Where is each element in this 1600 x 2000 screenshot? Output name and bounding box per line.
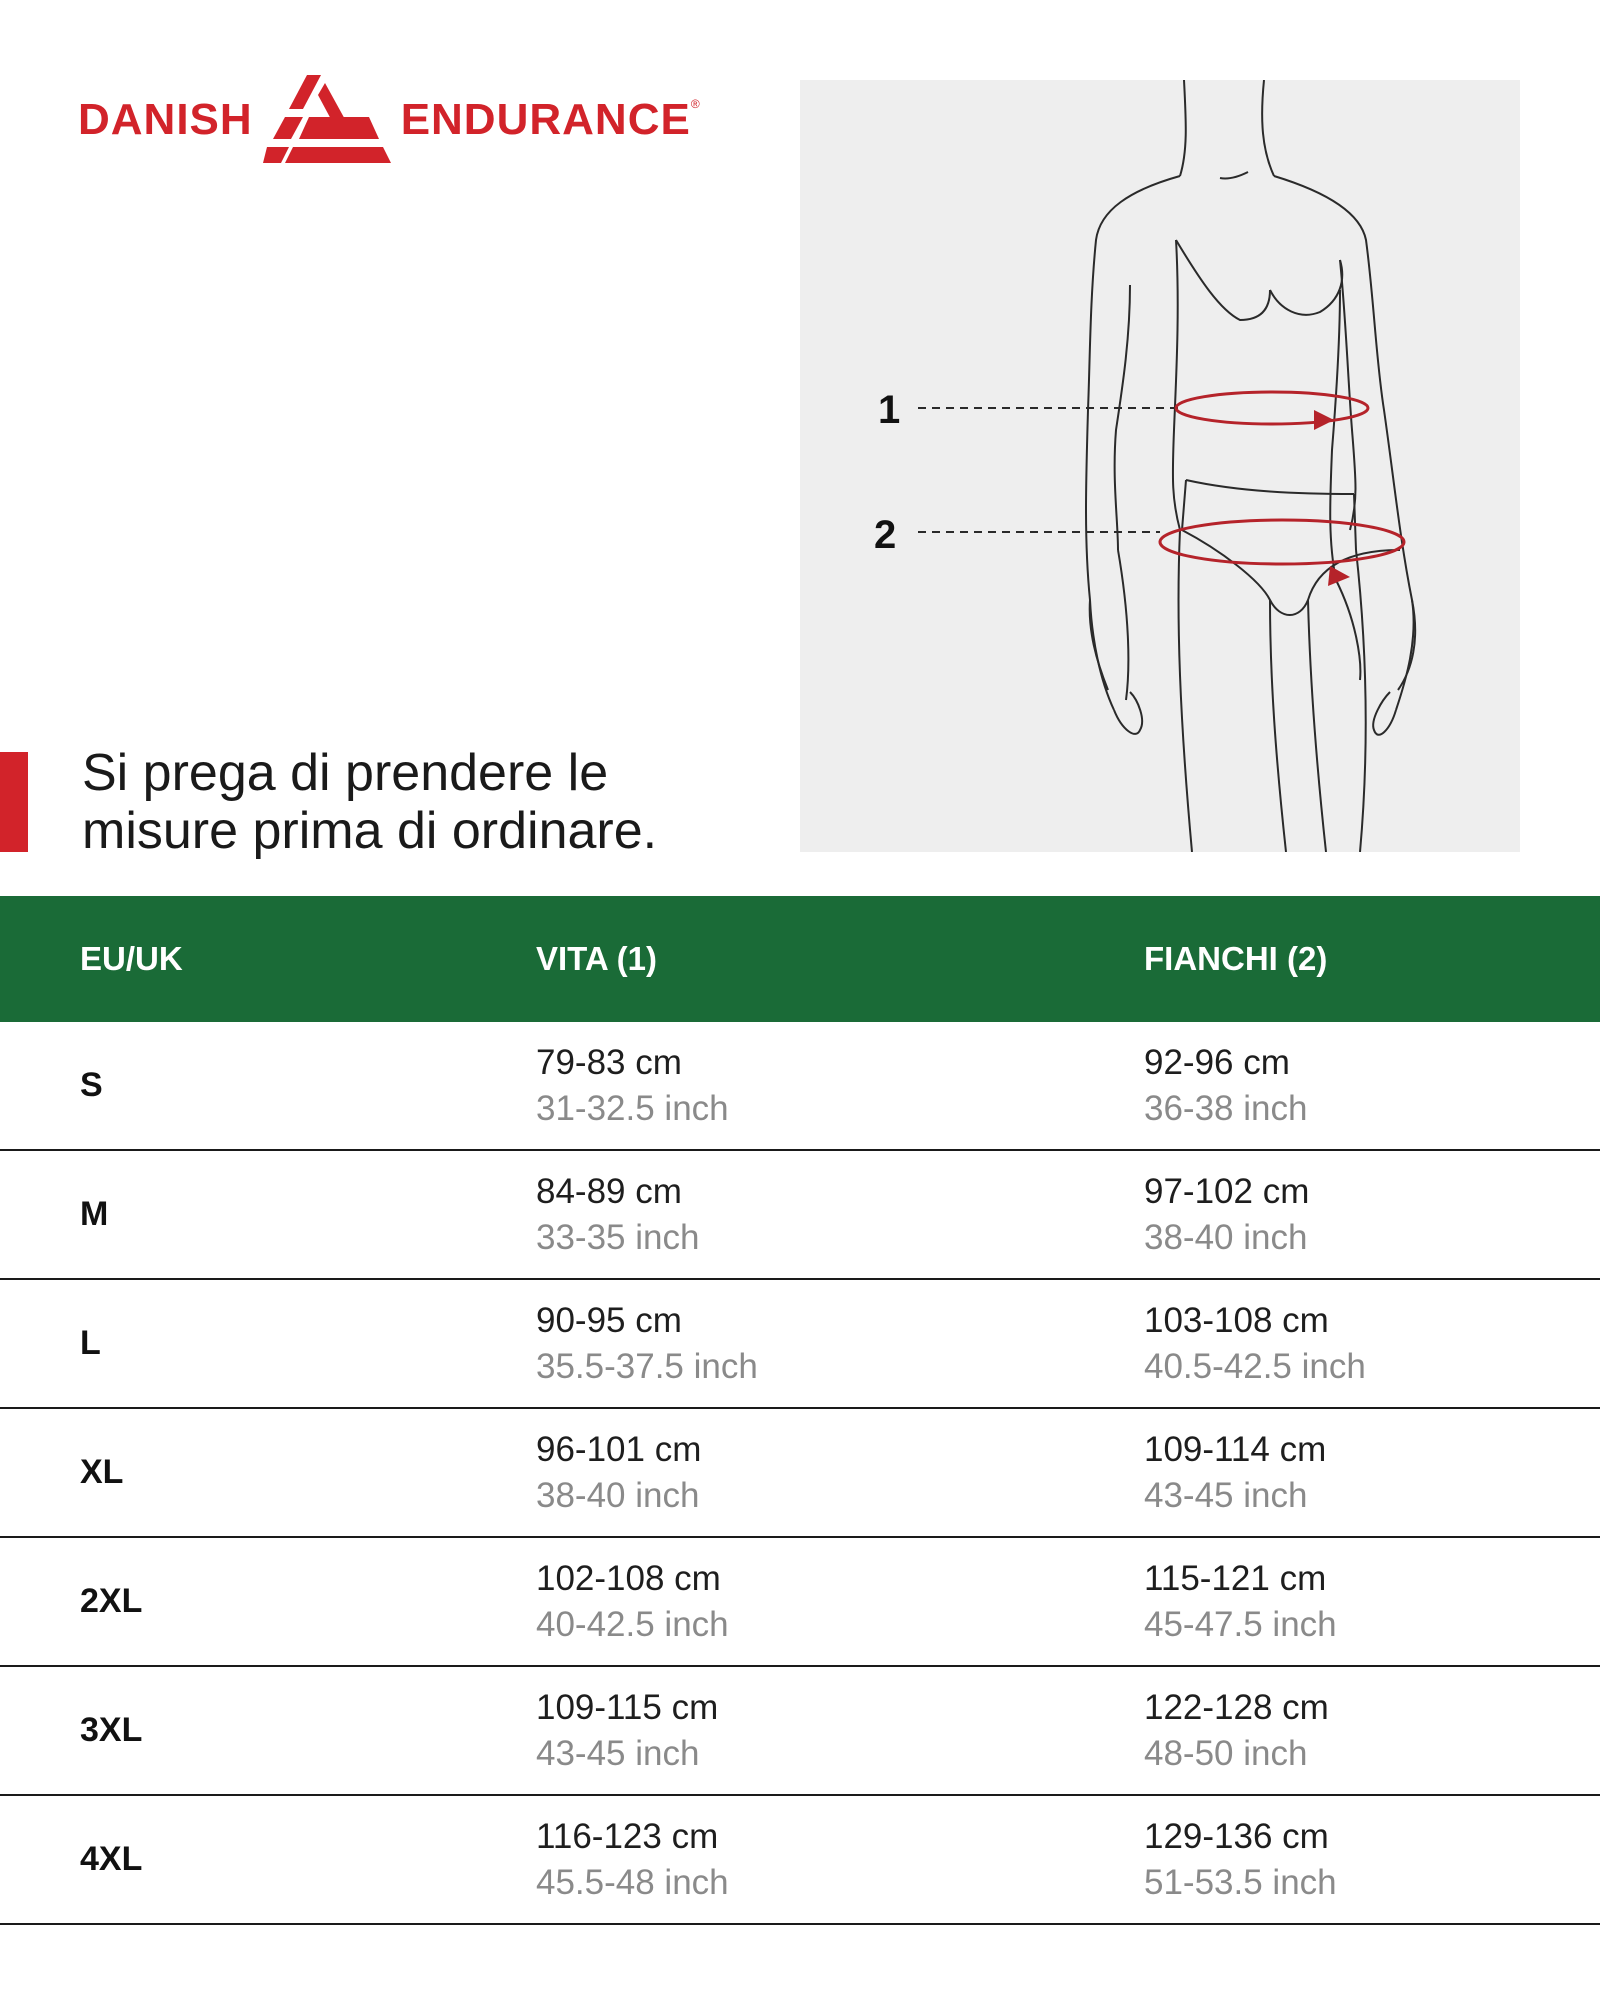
waist-inch: 45.5-48 inch [536, 1863, 729, 1902]
waist-cm: 90-95 cm [536, 1301, 682, 1340]
hip-cm: 129-136 cm [1144, 1817, 1329, 1856]
hip-cm: 103-108 cm [1144, 1301, 1329, 1340]
hip-cell [1144, 1298, 1366, 1390]
brand-logo [78, 72, 700, 168]
size-label: M [80, 1195, 109, 1233]
body-measurement-figure [800, 80, 1520, 852]
hip-cell [1144, 1556, 1337, 1648]
hip-cell [1144, 1040, 1307, 1132]
hip-cell [1144, 1169, 1309, 1261]
waist-inch: 31-32.5 inch [536, 1089, 729, 1128]
body-outline-illustration [800, 80, 1520, 852]
size-label: 3XL [80, 1711, 143, 1749]
registered-mark: ® [690, 97, 700, 111]
waist-cell [536, 1814, 729, 1906]
brand-mountain-icon [263, 75, 391, 165]
table-header [0, 896, 1600, 1022]
hip-inch: 51-53.5 inch [1144, 1863, 1337, 1902]
size-label: XL [80, 1453, 124, 1491]
size-label: L [80, 1324, 101, 1362]
waist-cm: 79-83 cm [536, 1043, 682, 1082]
waist-cm: 109-115 cm [536, 1688, 719, 1727]
table-row [0, 1280, 1600, 1409]
header-hips: FIANCHI (2) [1144, 940, 1328, 977]
waist-cm: 84-89 cm [536, 1172, 682, 1211]
table-row [0, 1022, 1600, 1151]
waist-cell [536, 1685, 718, 1777]
table-row [0, 1667, 1600, 1796]
table-row [0, 1796, 1600, 1925]
table-row [0, 1409, 1600, 1538]
hip-inch: 48-50 inch [1144, 1734, 1308, 1773]
waist-cell [536, 1169, 699, 1261]
hip-cm: 122-128 cm [1144, 1688, 1329, 1727]
waist-inch: 43-45 inch [536, 1734, 700, 1773]
table-row [0, 1538, 1600, 1667]
hip-inch: 43-45 inch [1144, 1476, 1308, 1515]
hip-cm: 115-121 cm [1144, 1559, 1327, 1598]
hip-inch: 38-40 inch [1144, 1218, 1308, 1257]
waist-cm: 96-101 cm [536, 1430, 702, 1469]
waist-marker [918, 392, 1368, 430]
size-label: 2XL [80, 1582, 143, 1620]
hip-inch: 40.5-42.5 inch [1144, 1347, 1366, 1386]
hip-cm: 97-102 cm [1144, 1172, 1310, 1211]
hip-cm: 92-96 cm [1144, 1043, 1290, 1082]
waist-cell [536, 1298, 758, 1390]
waist-inch: 38-40 inch [536, 1476, 700, 1515]
waist-cell [536, 1556, 729, 1648]
hip-cm: 109-114 cm [1144, 1430, 1327, 1469]
waist-inch: 33-35 inch [536, 1218, 700, 1257]
hip-cell [1144, 1685, 1329, 1777]
brand-word-right: ENDURANCE [400, 95, 691, 144]
marker-label-1: 1 [878, 388, 901, 432]
header-size: EU/UK [80, 940, 183, 977]
brand-word-left: DANISH [78, 95, 253, 144]
table-row [0, 1151, 1600, 1280]
hip-inch: 36-38 inch [1144, 1089, 1308, 1128]
size-label: 4XL [80, 1840, 143, 1878]
waist-cm: 116-123 cm [536, 1817, 719, 1856]
waist-inch: 40-42.5 inch [536, 1605, 729, 1644]
size-chart-table [0, 896, 1600, 1925]
accent-bar [0, 752, 28, 852]
hip-cell [1144, 1427, 1326, 1519]
header-waist: VITA (1) [536, 940, 657, 977]
waist-cell [536, 1040, 729, 1132]
hip-inch: 45-47.5 inch [1144, 1605, 1337, 1644]
page-title: Si prega di prendere le misure prima di ordinare. [82, 744, 658, 860]
waist-cell [536, 1427, 701, 1519]
size-label: S [80, 1066, 103, 1104]
waist-inch: 35.5-37.5 inch [536, 1347, 758, 1386]
marker-label-2: 2 [874, 513, 897, 557]
waist-cm: 102-108 cm [536, 1559, 721, 1598]
hip-cell [1144, 1814, 1337, 1906]
